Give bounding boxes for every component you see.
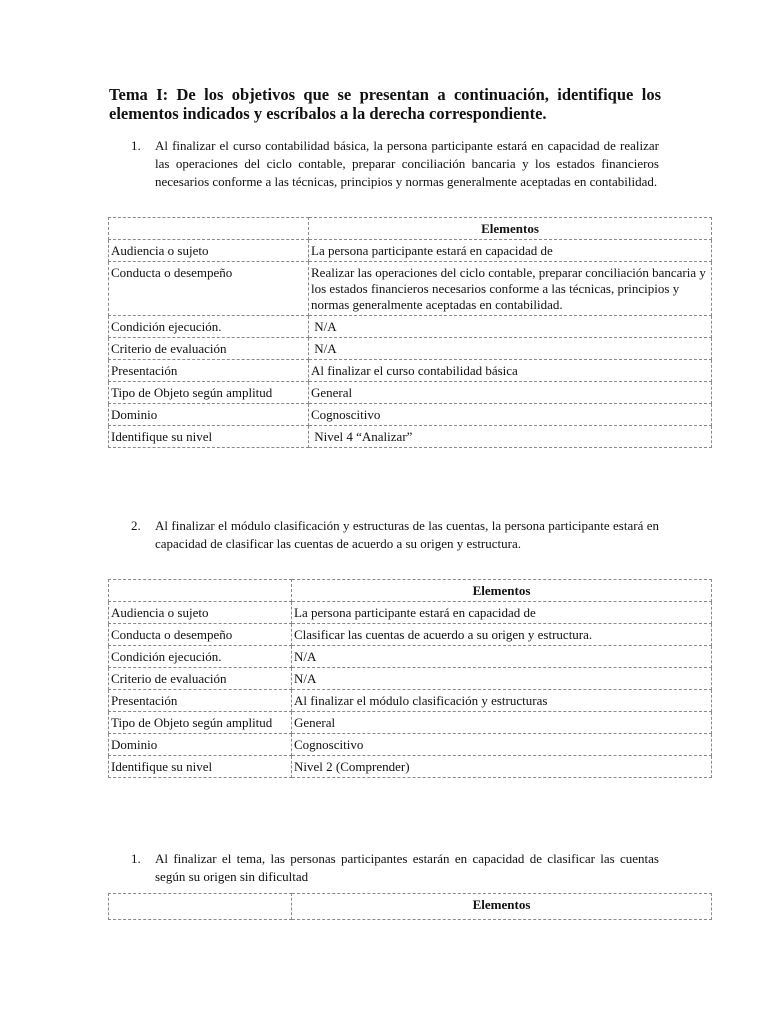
row-value: La persona participante estará en capacidad de	[292, 602, 712, 624]
row-label: Tipo de Objeto según amplitud	[109, 382, 309, 404]
table-header-row	[109, 894, 712, 920]
objective-number: 1.	[131, 138, 141, 153]
row-label: Identifique su nivel	[109, 426, 309, 448]
objective-item	[109, 517, 659, 553]
objective-item	[109, 137, 659, 191]
table-row	[109, 240, 712, 262]
row-label: Tipo de Objeto según amplitud	[109, 712, 292, 734]
elements-table	[108, 217, 712, 448]
table-row	[109, 602, 712, 624]
objective-number: 2.	[131, 518, 141, 533]
row-value: N/A	[309, 316, 712, 338]
row-value: Nivel 2 (Comprender)	[292, 756, 712, 778]
row-label: Criterio de evaluación	[109, 338, 309, 360]
row-label: Dominio	[109, 734, 292, 756]
row-label: Dominio	[109, 404, 309, 426]
row-value: Al finalizar el curso contabilidad básica	[309, 360, 712, 382]
elements-table	[108, 893, 712, 920]
row-label: Audiencia o sujeto	[109, 240, 309, 262]
table-header-cell: Elementos	[292, 580, 712, 602]
row-label: Audiencia o sujeto	[109, 602, 292, 624]
table-row	[109, 646, 712, 668]
row-value: Al finalizar el módulo clasificación y estructuras	[292, 690, 712, 712]
row-label: Identifique su nivel	[109, 756, 292, 778]
objective-text: Al finalizar el curso contabilidad básica, la persona participante estará en capacidad de realizar las operaciones del ciclo contable, preparar conciliación bancaria y los estados financieros necesarios conforme a las técnicas, principios y normas generalmente aceptadas en contabilidad.	[155, 138, 659, 189]
elements-table	[108, 579, 712, 778]
objective-text: Al finalizar el módulo clasificación y estructuras de las cuentas, la persona participante estará en capacidad de clasificar las cuentas de acuerdo a su origen y estructura.	[155, 518, 659, 551]
table-row	[109, 338, 712, 360]
table-header-empty-cell	[109, 894, 292, 920]
row-label: Condición ejecución.	[109, 316, 309, 338]
table-row	[109, 426, 712, 448]
table-row	[109, 360, 712, 382]
row-value: La persona participante estará en capacidad de	[309, 240, 712, 262]
table-header-cell: Elementos	[309, 218, 712, 240]
table-row	[109, 404, 712, 426]
row-label: Condición ejecución.	[109, 646, 292, 668]
objective-number: 1.	[131, 851, 141, 866]
objective-text: Al finalizar el tema, las personas participantes estarán en capacidad de clasificar las cuentas según su origen sin dificultad	[155, 851, 659, 884]
section-heading: Tema I: De los objetivos que se presentan a continuación, identifique los elementos indicados y escríbalos a la derecha correspondiente.	[109, 85, 661, 123]
objective-item	[109, 850, 659, 886]
table-header-row	[109, 580, 712, 602]
row-label: Presentación	[109, 690, 292, 712]
table-row	[109, 382, 712, 404]
table-header-empty-cell	[109, 580, 292, 602]
row-value: N/A	[292, 646, 712, 668]
row-label: Conducta o desempeño	[109, 624, 292, 646]
row-value: General	[292, 712, 712, 734]
row-value: Clasificar las cuentas de acuerdo a su origen y estructura.	[292, 624, 712, 646]
table-row	[109, 624, 712, 646]
row-value: Realizar las operaciones del ciclo contable, preparar conciliación bancaria y los estados financieros necesarios conforme a las técnicas, principios y normas generalmente aceptadas en contabilidad.	[309, 262, 712, 316]
row-value: Cognoscitivo	[309, 404, 712, 426]
table-row	[109, 734, 712, 756]
row-value: Nivel 4 “Analizar”	[309, 426, 712, 448]
table-row	[109, 712, 712, 734]
table-header-row	[109, 218, 712, 240]
row-value: General	[309, 382, 712, 404]
table-row	[109, 668, 712, 690]
row-value: N/A	[309, 338, 712, 360]
row-value: Cognoscitivo	[292, 734, 712, 756]
table-row	[109, 756, 712, 778]
row-value: N/A	[292, 668, 712, 690]
row-label: Criterio de evaluación	[109, 668, 292, 690]
table-row	[109, 690, 712, 712]
table-header-cell: Elementos	[292, 894, 712, 920]
row-label: Conducta o desempeño	[109, 262, 309, 316]
row-label: Presentación	[109, 360, 309, 382]
table-row	[109, 316, 712, 338]
table-row	[109, 262, 712, 316]
table-header-empty-cell	[109, 218, 309, 240]
